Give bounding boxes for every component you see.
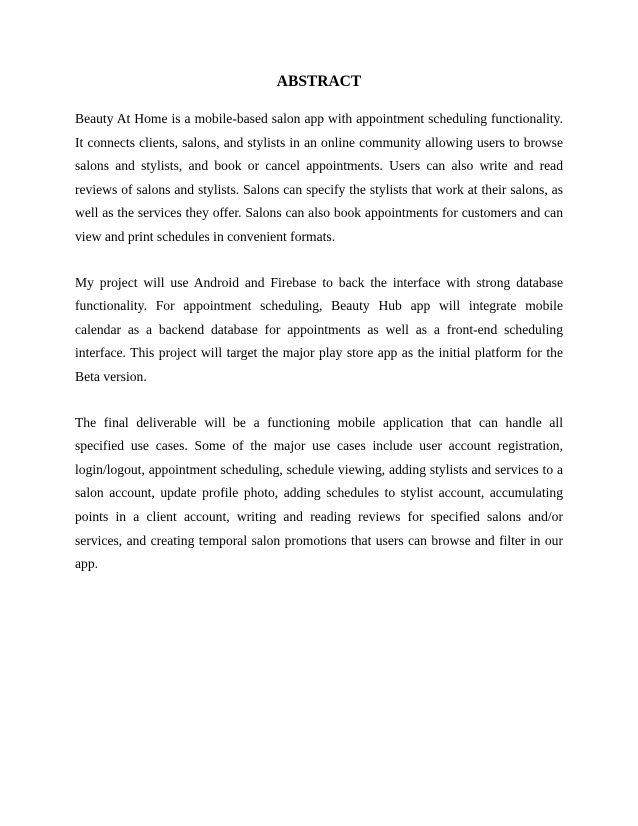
paragraph-deliverable: The final deliverable will be a functioning mobile application that can handle all specified use cases. Some of the major use cases include user account registration, login/logout, appointment scheduling, schedule viewing, adding stylists and services to a salon account, update profile photo, adding schedules to stylist account, accumulating points in a client account, writing and reading reviews for specified salons and/or services, and creating temporal salon promotions that users can browse and filter in our app. [75, 414, 563, 572]
abstract-heading: ABSTRACT [276, 73, 362, 90]
paragraph-overview: Beauty At Home is a mobile-based salon app with appointment scheduling functionality. It connects clients, salons, and stylists in an online community allowing users to browse salons and stylists, and book or cancel appointments. Users can also write and read reviews of salons and stylists. Salons can specify the stylists that work at their salons, as well as the services they offer. Salons can also book appointments for customers and can view and print schedules in convenient formats. [75, 111, 563, 244]
paragraph-technology: My project will use Android and Firebase to back the interface with strong database functionality. For appointment scheduling, Beauty Hub app will integrate mobile calendar as a backend database for appointments as well as a front-end scheduling interface. This project will target the major play store app as the initial platform for the Beta version. [75, 274, 563, 384]
abstract-body [75, 107, 563, 598]
